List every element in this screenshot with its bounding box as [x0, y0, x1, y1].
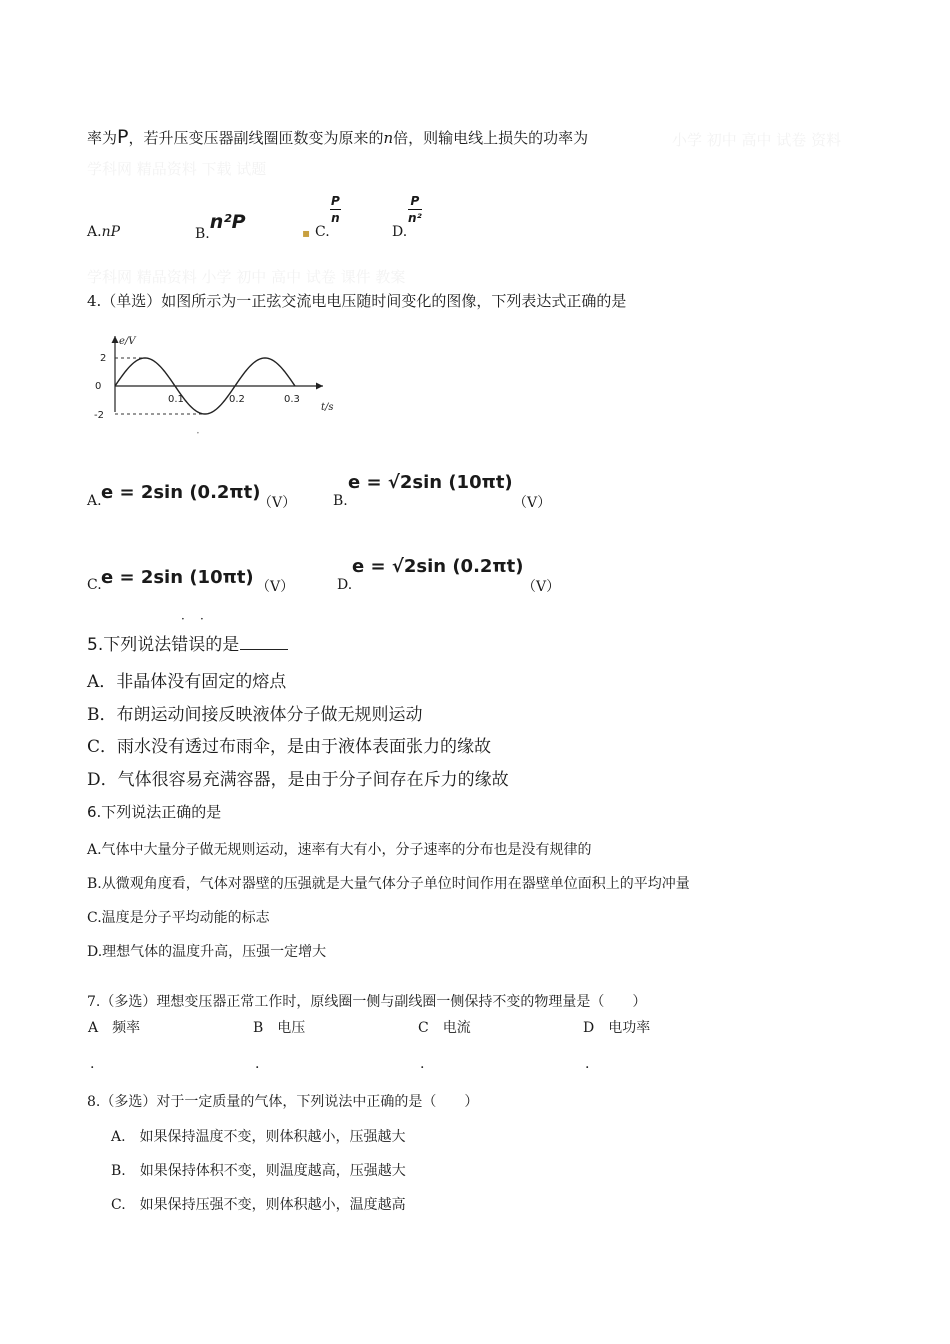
- q3-option-b: B.n²P: [195, 211, 246, 242]
- q8-stem: 8.（多选）对于一定质量的气体，下列说法中正确的是（ ）: [87, 1094, 479, 1110]
- q3-option-c-fraction: $\frac{P}{n}$: [331, 194, 340, 225]
- q7-option-c: C 电流: [418, 1020, 471, 1036]
- q7-option-a: A 频率: [88, 1020, 141, 1036]
- q7-dot-c: .: [420, 1056, 425, 1072]
- faint-watermark-text-1: 小学 初中 高中 试卷 资料: [672, 131, 842, 149]
- q4-option-d-expr: e = √2sin (0.2πt): [352, 556, 524, 577]
- q6-stem: 6.下列说法正确的是: [87, 803, 222, 821]
- y-tick-neg2: -2: [94, 410, 104, 421]
- q6-option-a: A.气体中大量分子做无规则运动，速率有大有小，分子速率的分布也是没有规律的: [87, 842, 592, 858]
- q7-stem: 7.（多选）理想变压器正常工作时，原线圈一侧与副线圈一侧保持不变的物理量是（ ）: [87, 994, 647, 1010]
- faint-watermark-text-3: 学科网 精品资料 小学 初中 高中 试卷 课件 教案: [87, 268, 406, 286]
- sine-wave-chart: [88, 330, 358, 440]
- q5-option-d: D．气体很容易充满容器，是由于分子间存在斥力的缘故: [87, 770, 509, 790]
- q4-stem: 4.（单选）如图所示为一正弦交流电电压随时间变化的图像，下列表达式正确的是: [87, 292, 627, 310]
- q3-symbol-p: P: [117, 126, 129, 148]
- q7-dot-b: .: [255, 1056, 260, 1072]
- q4-option-b-unit: （V）: [513, 495, 552, 511]
- q4-option-d-label: D.: [337, 577, 353, 593]
- q7-dot-d: .: [585, 1056, 590, 1072]
- x-axis-label: t/s: [321, 402, 334, 413]
- q4-option-d-unit: （V）: [522, 579, 561, 595]
- q3-option-d-fraction: $\frac{P}{\text{n²}}$: [408, 194, 422, 225]
- q6-option-d: D.理想气体的温度升高，压强一定增大: [87, 944, 327, 960]
- q5-stem: 5.下列说法错误的是: [87, 630, 288, 655]
- q4-option-c-unit: （V）: [256, 579, 295, 595]
- q3-option-c-label: C.: [315, 224, 330, 240]
- q3-option-a: A.nP: [87, 224, 120, 240]
- q3-line1-mid: ，若升压变压器副线圈匝数变为原来的: [128, 129, 384, 147]
- y-axis-label: e/V: [119, 336, 136, 347]
- stray-dot-2: ·: [196, 426, 200, 440]
- x-tick-0.2: 0.2: [229, 394, 245, 405]
- q3-symbol-n: n: [383, 129, 394, 147]
- q8-option-c: C. 如果保持压强不变，则体积越小，温度越高: [111, 1197, 406, 1213]
- q4-option-c-expr: e = 2sin (10πt): [101, 567, 254, 588]
- q7-dot-a: .: [90, 1056, 95, 1072]
- q7-option-b: B 电压: [253, 1020, 306, 1036]
- emphasis-dot-1: ·: [181, 612, 185, 626]
- q3-option-d-label: D.: [392, 224, 408, 240]
- q6-option-b: B.从微观角度看，气体对器壁的压强就是大量气体分子单位时间作用在器壁单位面积上的平均冲量: [87, 876, 690, 892]
- q4-option-a-label: A.: [87, 493, 102, 509]
- q5-option-c: C．雨水没有透过布雨伞，是由于液体表面张力的缘故: [87, 737, 492, 757]
- q4-option-b-expr: e = √2sin (10πt): [348, 472, 513, 493]
- q8-option-b: B. 如果保持体积不变，则温度越高，压强越大: [111, 1163, 406, 1179]
- emphasis-dot-2: ·: [200, 612, 204, 626]
- q6-option-c: C.温度是分子平均动能的标志: [87, 910, 270, 926]
- q5-option-a: A．非晶体没有固定的熔点: [87, 672, 287, 692]
- q4-option-b-label: B.: [333, 493, 348, 509]
- q4-option-a-expr: e = 2sin (0.2πt): [101, 482, 261, 503]
- q5-option-b: B．布朗运动间接反映液体分子做无规则运动: [87, 705, 423, 725]
- answer-blank: [240, 635, 288, 650]
- q3-line1: [87, 126, 588, 148]
- faint-watermark-text-2: 学科网 精品资料 下载 试题: [87, 160, 267, 178]
- x-tick-0.1: 0.1: [168, 394, 184, 405]
- q4-option-c-label: C.: [87, 577, 102, 593]
- stray-dot: ▪: [302, 226, 311, 240]
- q4-option-a-unit: （V）: [258, 495, 297, 511]
- y-tick-2: 2: [100, 353, 107, 364]
- x-tick-0.3: 0.3: [284, 394, 300, 405]
- y-tick-0: 0: [95, 381, 102, 392]
- q3-line1-pre: 率为: [87, 129, 118, 147]
- q3-line1-post: 倍，则输电线上损失的功率为: [393, 129, 589, 147]
- q8-option-a: A. 如果保持温度不变，则体积越小，压强越大: [111, 1129, 406, 1145]
- q7-option-d: D 电功率: [583, 1020, 651, 1036]
